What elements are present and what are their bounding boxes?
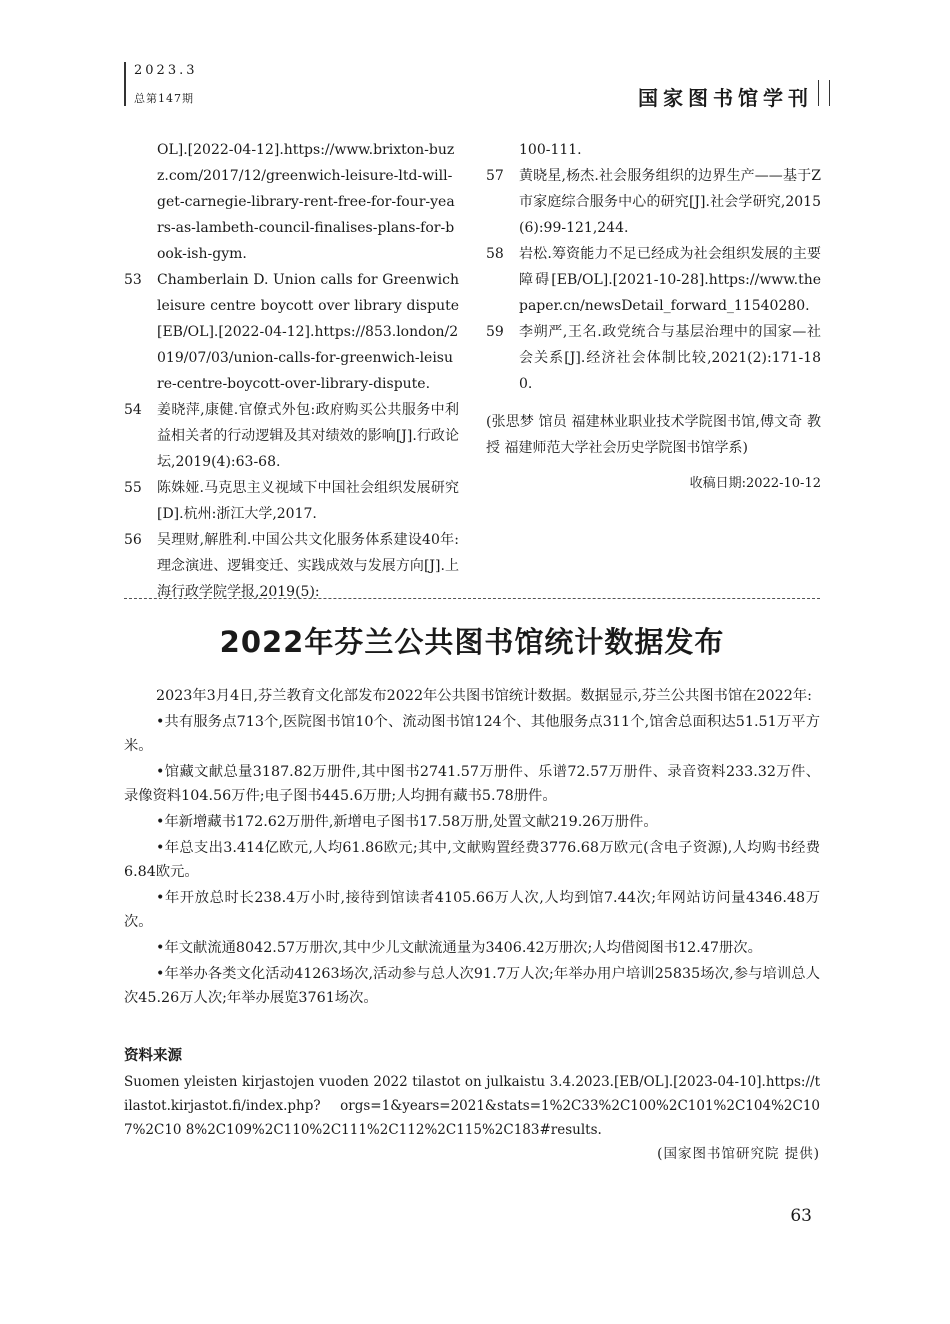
- source-text: Suomen yleisten kirjastojen vuoden 2022 tilastot on julkaistu 3.4.2023.[EB/OL].[2023-04-10].https://tilastot.kirjastot.fi/index.php? orgs=1&years=2021&stats=1%2C33%2C100%2C101%2C104%2C107%2C10 8%2C109%2C110%2C111%2C112%2C115%2C183#results.: [124, 1074, 820, 1138]
- article-body: [124, 684, 820, 1012]
- reference-number: 57: [486, 168, 504, 184]
- bullet-text: 年新增藏书172.62万册件,新增电子图书17.58万册,处置文献219.26万册件。: [164, 814, 658, 830]
- reference-number: 55: [124, 480, 142, 496]
- reference-number: 56: [124, 532, 142, 548]
- reference-number: 58: [486, 246, 504, 262]
- reference-text: 吴理财,解胜利.中国公共文化服务体系建设40年:理念演进、逻辑变迁、实践成效与发展方向[J].上海行政学院学报,2019(5):: [157, 532, 459, 600]
- author-note: (张思梦 馆员 福建林业职业技术学院图书馆,傅文奇 教授 福建师范大学社会历史学院图书馆学系): [486, 414, 821, 456]
- reference-text: 100-111.: [519, 142, 582, 158]
- section-divider: [124, 598, 820, 599]
- reference-item: [124, 527, 459, 605]
- bullet-icon: •: [156, 890, 165, 906]
- reference-number: 59: [486, 324, 504, 340]
- reference-item: [486, 163, 821, 241]
- reference-item: [124, 475, 459, 527]
- article-intro: 2023年3月4日,芬兰教育文化部发布2022年公共图书馆统计数据。数据显示,芬兰公共图书馆在2022年:: [156, 688, 812, 704]
- reference-text: 黄晓星,杨杰.社会服务组织的边界生产——基于Z市家庭综合服务中心的研究[J].社会学研究,2015(6):99-121,244.: [519, 168, 821, 236]
- page-number: 63: [790, 1206, 812, 1226]
- bullet-icon: •: [156, 940, 165, 956]
- bullet-text: 共有服务点713个,医院图书馆10个、流动图书馆124个、其他服务点311个,馆舍总面积达51.51万平方米。: [124, 714, 820, 754]
- reference-text: OL].[2022-04-12].https://www.brixton-buzz.com/2017/12/greenwich-leisure-ltd-will-get-carnegie-library-rent-free-for-four-years-as-lambeth-council-finalises-plans-for-book-ish-gym.: [157, 142, 455, 262]
- bullet-text: 年文献流通8042.57万册次,其中少儿文献流通量为3406.42万册次;人均借阅图书12.47册次。: [164, 940, 762, 956]
- reference-text: 李朔严,王名.政党统合与基层治理中的国家—社会关系[J].经济社会体制比较,2021(2):171-180.: [519, 324, 821, 392]
- reference-item: [124, 137, 459, 267]
- reference-item: [124, 397, 459, 475]
- bullet-item: [124, 810, 820, 834]
- bullet-text: 年总支出3.414亿欧元,人均61.86欧元;其中,文献购置经费3776.68万欧元(含电子资源),人均购书经费6.84欧元。: [124, 840, 820, 880]
- bullet-item: [124, 936, 820, 960]
- bullet-item: [124, 710, 820, 758]
- reference-number: 54: [124, 402, 142, 418]
- article-title: 2022年芬兰公共图书馆统计数据发布: [219, 625, 725, 659]
- reference-item: [124, 267, 459, 397]
- bullet-item: [124, 760, 820, 808]
- received-date: 收稿日期:2022-10-12: [689, 476, 821, 491]
- reference-text: 岩松.筹资能力不足已经成为社会组织发展的主要障碍[EB/OL].[2021-10-28].https://www.thepaper.cn/newsDetail_forward_11540280.: [519, 246, 821, 314]
- bullet-icon: •: [156, 840, 165, 856]
- header-year: 2023.3: [134, 63, 198, 78]
- reference-text: Chamberlain D. Union calls for Greenwich leisure centre boycott over library dispute[EB/OL].[2022-04-12].https://853.london/2019/07/03/union-calls-for-greenwich-leisure-centre-boycott-over-library-dispute.: [157, 272, 459, 392]
- source-heading: 资料来源: [124, 1048, 182, 1064]
- references-left: [124, 137, 459, 605]
- bullet-text: 年举办各类文化活动41263场次,活动参与总人次91.7万人次;年举办用户培训25835场次,参与培训总人次45.26万人次;年举办展览3761场次。: [124, 966, 820, 1006]
- bullet-item: [124, 962, 820, 1010]
- bullet-item: [124, 836, 820, 884]
- bullet-icon: •: [156, 966, 165, 982]
- bullet-text: 馆藏文献总量3187.82万册件,其中图书2741.57万册件、乐谱72.57万册件、录音资料233.32万件、录像资料104.56万件;电子图书445.6万册;人均拥有藏书5.78册件。: [124, 764, 820, 804]
- reference-item: [486, 319, 821, 397]
- reference-number: 53: [124, 272, 142, 288]
- provided-by: (国家图书馆研究院 提供): [657, 1146, 820, 1162]
- header-issue: 总第147期: [134, 92, 194, 105]
- bullet-icon: •: [156, 764, 165, 780]
- journal-name: 国家图书馆学刊: [638, 86, 813, 110]
- header-bars: [818, 80, 830, 106]
- references-right: [486, 137, 821, 497]
- reference-text: 陈姝娅.马克思主义视域下中国社会组织发展研究[D].杭州:浙江大学,2017.: [157, 480, 459, 522]
- reference-item: [486, 241, 821, 319]
- header-rule: [124, 62, 126, 106]
- bullet-text: 年开放总时长238.4万小时,接待到馆读者4105.66万人次,人均到馆7.44次;年网站访问量4346.48万次。: [124, 890, 820, 930]
- reference-item: [486, 137, 821, 163]
- bullet-icon: •: [156, 814, 165, 830]
- bullet-item: [124, 886, 820, 934]
- bullet-icon: •: [156, 714, 165, 730]
- reference-text: 姜晓萍,康健.官僚式外包:政府购买公共服务中利益相关者的行动逻辑及其对绩效的影响[J].行政论坛,2019(4):63-68.: [157, 402, 459, 470]
